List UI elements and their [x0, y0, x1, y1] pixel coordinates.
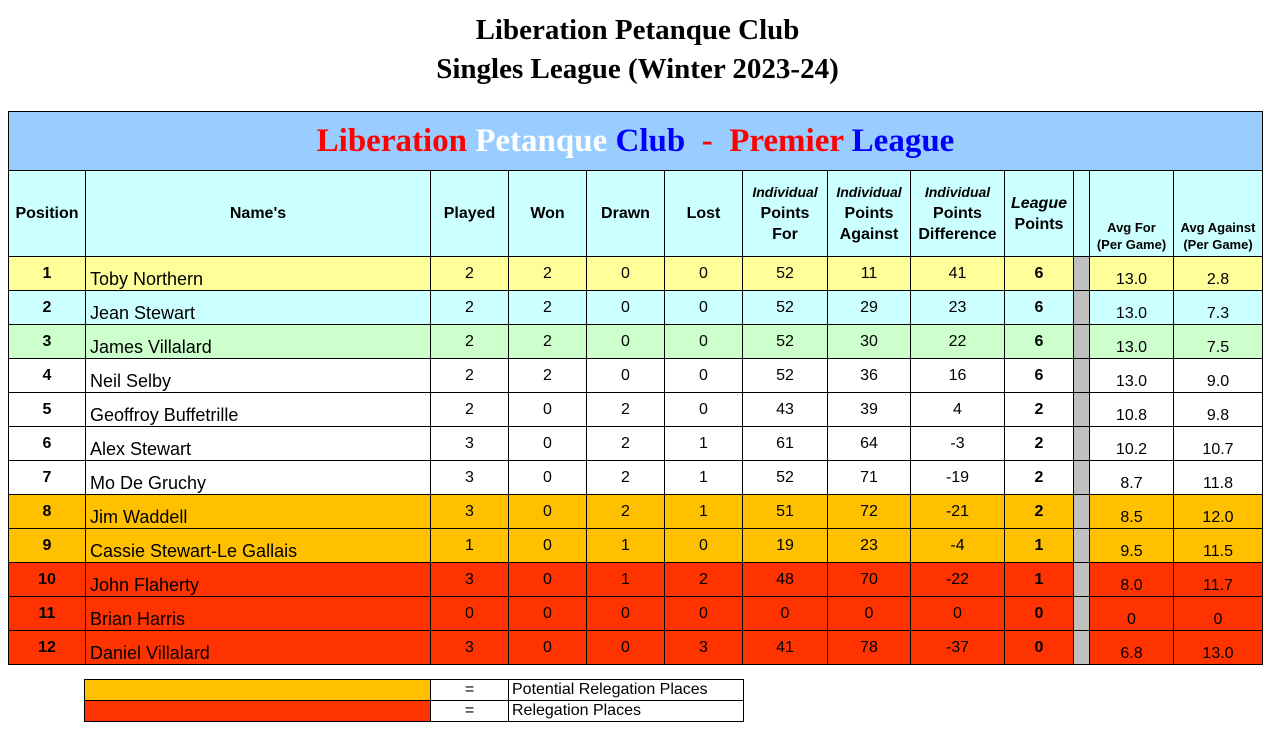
- league-points-cell: 1: [1005, 529, 1074, 563]
- gap-cell: [1074, 393, 1090, 427]
- gap-cell: [1074, 495, 1090, 529]
- points-against-cell: 29: [828, 291, 911, 325]
- legend-key: [84, 679, 744, 722]
- gap-cell: [1074, 631, 1090, 665]
- header-drawn: Drawn: [587, 171, 665, 257]
- league-banner: [9, 112, 1263, 171]
- points-difference-cell: -21: [911, 495, 1005, 529]
- points-difference-cell: 4: [911, 393, 1005, 427]
- played-cell: 2: [431, 359, 509, 393]
- league-points-cell: 6: [1005, 325, 1074, 359]
- header-played: Played: [431, 171, 509, 257]
- position-cell: 5: [9, 393, 86, 427]
- lost-cell: 0: [665, 393, 743, 427]
- points-against-cell: 39: [828, 393, 911, 427]
- played-cell: 3: [431, 563, 509, 597]
- avg-for-cell: 13.0: [1090, 291, 1174, 325]
- key-row: [85, 680, 744, 701]
- points-against-cell: 30: [828, 325, 911, 359]
- page-title-line2: Singles League (Winter 2023-24): [436, 53, 839, 85]
- league-points-cell: 2: [1005, 427, 1074, 461]
- points-difference-cell: -3: [911, 427, 1005, 461]
- header-avg-against-l1: Avg Against: [1180, 220, 1256, 235]
- won-cell: 0: [509, 427, 587, 461]
- position-cell: 4: [9, 359, 86, 393]
- lost-cell: 0: [665, 325, 743, 359]
- banner-dash: -: [701, 122, 713, 159]
- table-row: [9, 291, 1263, 325]
- played-cell: 3: [431, 631, 509, 665]
- won-cell: 2: [509, 257, 587, 291]
- points-against-cell: 11: [828, 257, 911, 291]
- header-won: Won: [509, 171, 587, 257]
- header-league-points: [1005, 171, 1074, 257]
- avg-for-cell: 8.7: [1090, 461, 1174, 495]
- position-cell: 11: [9, 597, 86, 631]
- won-cell: 2: [509, 359, 587, 393]
- table-row: [9, 427, 1263, 461]
- header-points-for-l3: For: [772, 226, 798, 243]
- lost-cell: 0: [665, 291, 743, 325]
- name-cell: Toby Northern: [86, 257, 431, 291]
- position-cell: 2: [9, 291, 86, 325]
- gap-cell: [1074, 291, 1090, 325]
- avg-for-cell: 10.2: [1090, 427, 1174, 461]
- drawn-cell: 2: [587, 427, 665, 461]
- lost-cell: 3: [665, 631, 743, 665]
- avg-for-cell: 6.8: [1090, 631, 1174, 665]
- gap-column: [1074, 171, 1090, 257]
- points-difference-cell: -37: [911, 631, 1005, 665]
- points-against-cell: 36: [828, 359, 911, 393]
- avg-against-cell: 9.8: [1174, 393, 1263, 427]
- points-against-cell: 71: [828, 461, 911, 495]
- points-for-cell: 51: [743, 495, 828, 529]
- banner-word-club: Club: [615, 122, 686, 159]
- header-avg-against: [1174, 171, 1263, 257]
- won-cell: 0: [509, 597, 587, 631]
- position-cell: 10: [9, 563, 86, 597]
- drawn-cell: 0: [587, 359, 665, 393]
- table-row: [9, 563, 1263, 597]
- table-row: [9, 359, 1263, 393]
- drawn-cell: 1: [587, 563, 665, 597]
- points-for-cell: 61: [743, 427, 828, 461]
- position-cell: 1: [9, 257, 86, 291]
- header-avg-for-l1: Avg For: [1107, 220, 1156, 235]
- name-cell: Brian Harris: [86, 597, 431, 631]
- lost-cell: 0: [665, 597, 743, 631]
- points-against-cell: 64: [828, 427, 911, 461]
- key-swatch-potential: [85, 680, 431, 701]
- header-points-against-l1: Individual: [836, 184, 902, 200]
- key-swatch-relegation: [85, 701, 431, 722]
- name-cell: Cassie Stewart-Le Gallais: [86, 529, 431, 563]
- drawn-cell: 0: [587, 631, 665, 665]
- key-equals: =: [431, 701, 509, 722]
- header-row: [9, 171, 1263, 257]
- name-cell: Jean Stewart: [86, 291, 431, 325]
- points-difference-cell: 16: [911, 359, 1005, 393]
- name-cell: Daniel Villalard: [86, 631, 431, 665]
- name-cell: Mo De Gruchy: [86, 461, 431, 495]
- won-cell: 0: [509, 495, 587, 529]
- played-cell: 3: [431, 495, 509, 529]
- avg-against-cell: 11.7: [1174, 563, 1263, 597]
- avg-for-cell: 0: [1090, 597, 1174, 631]
- avg-against-cell: 12.0: [1174, 495, 1263, 529]
- drawn-cell: 0: [587, 597, 665, 631]
- avg-against-cell: 13.0: [1174, 631, 1263, 665]
- won-cell: 0: [509, 529, 587, 563]
- name-cell: John Flaherty: [86, 563, 431, 597]
- name-cell: James Villalard: [86, 325, 431, 359]
- played-cell: 2: [431, 325, 509, 359]
- name-cell: Alex Stewart: [86, 427, 431, 461]
- points-against-cell: 78: [828, 631, 911, 665]
- avg-for-cell: 9.5: [1090, 529, 1174, 563]
- lost-cell: 0: [665, 529, 743, 563]
- points-against-cell: 0: [828, 597, 911, 631]
- banner-word-liberation: Liberation: [316, 122, 467, 159]
- points-for-cell: 19: [743, 529, 828, 563]
- header-league-points-l1: League: [1010, 194, 1067, 212]
- league-points-cell: 6: [1005, 291, 1074, 325]
- won-cell: 2: [509, 291, 587, 325]
- table-row: [9, 495, 1263, 529]
- league-points-cell: 2: [1005, 461, 1074, 495]
- table-row: [9, 461, 1263, 495]
- table-row: [9, 257, 1263, 291]
- won-cell: 0: [509, 393, 587, 427]
- position-cell: 7: [9, 461, 86, 495]
- table-row: [9, 597, 1263, 631]
- league-points-cell: 6: [1005, 359, 1074, 393]
- header-points-against: [828, 171, 911, 257]
- banner-word-petanque: Petanque: [475, 122, 608, 159]
- name-cell: Jim Waddell: [86, 495, 431, 529]
- header-lost: Lost: [665, 171, 743, 257]
- avg-for-cell: 13.0: [1090, 359, 1174, 393]
- points-difference-cell: -19: [911, 461, 1005, 495]
- key-equals: =: [431, 680, 509, 701]
- league-points-cell: 1: [1005, 563, 1074, 597]
- played-cell: 2: [431, 257, 509, 291]
- won-cell: 0: [509, 631, 587, 665]
- lost-cell: 1: [665, 495, 743, 529]
- gap-cell: [1074, 597, 1090, 631]
- avg-for-cell: 8.0: [1090, 563, 1174, 597]
- key-label-potential-relegation: Potential Relegation Places: [509, 680, 744, 701]
- banner-word-league: League: [851, 122, 955, 159]
- league-table: [8, 111, 1263, 665]
- header-points-difference-l3: Difference: [918, 226, 997, 243]
- lost-cell: 1: [665, 427, 743, 461]
- league-points-cell: 2: [1005, 495, 1074, 529]
- gap-cell: [1074, 257, 1090, 291]
- avg-against-cell: 9.0: [1174, 359, 1263, 393]
- points-difference-cell: 0: [911, 597, 1005, 631]
- banner-word-premier: Premier: [729, 122, 844, 159]
- position-cell: 9: [9, 529, 86, 563]
- position-cell: 6: [9, 427, 86, 461]
- table-body: [9, 257, 1263, 665]
- lost-cell: 0: [665, 257, 743, 291]
- table-row: [9, 529, 1263, 563]
- header-points-for-l1: Individual: [752, 184, 818, 200]
- points-against-cell: 72: [828, 495, 911, 529]
- lost-cell: 1: [665, 461, 743, 495]
- won-cell: 2: [509, 325, 587, 359]
- points-for-cell: 0: [743, 597, 828, 631]
- points-for-cell: 52: [743, 359, 828, 393]
- header-position: Position: [9, 171, 86, 257]
- drawn-cell: 0: [587, 325, 665, 359]
- drawn-cell: 1: [587, 529, 665, 563]
- avg-against-cell: 10.7: [1174, 427, 1263, 461]
- avg-against-cell: 0: [1174, 597, 1263, 631]
- header-avg-for: [1090, 171, 1174, 257]
- avg-against-cell: 11.8: [1174, 461, 1263, 495]
- avg-for-cell: 8.5: [1090, 495, 1174, 529]
- header-avg-for-l2: (Per Game): [1096, 237, 1167, 252]
- key-row: [85, 701, 744, 722]
- lost-cell: 0: [665, 359, 743, 393]
- table-row: [9, 325, 1263, 359]
- points-against-cell: 23: [828, 529, 911, 563]
- points-for-cell: 52: [743, 325, 828, 359]
- gap-cell: [1074, 461, 1090, 495]
- gap-cell: [1074, 325, 1090, 359]
- played-cell: 2: [431, 393, 509, 427]
- drawn-cell: 0: [587, 257, 665, 291]
- key-label-relegation: Relegation Places: [509, 701, 744, 722]
- header-points-difference-l2: Points: [933, 205, 982, 222]
- avg-against-cell: 7.3: [1174, 291, 1263, 325]
- name-cell: Neil Selby: [86, 359, 431, 393]
- gap-cell: [1074, 529, 1090, 563]
- points-for-cell: 52: [743, 291, 828, 325]
- gap-cell: [1074, 563, 1090, 597]
- points-difference-cell: 22: [911, 325, 1005, 359]
- header-points-for-l2: Points: [760, 205, 810, 222]
- points-difference-cell: 41: [911, 257, 1005, 291]
- header-league-points-l2: Points: [1014, 215, 1064, 233]
- drawn-cell: 2: [587, 393, 665, 427]
- league-points-cell: 0: [1005, 631, 1074, 665]
- played-cell: 3: [431, 427, 509, 461]
- name-cell: Geoffroy Buffetrille: [86, 393, 431, 427]
- avg-for-cell: 13.0: [1090, 325, 1174, 359]
- gap-cell: [1074, 359, 1090, 393]
- position-cell: 12: [9, 631, 86, 665]
- header-points-for: [743, 171, 828, 257]
- avg-against-cell: 7.5: [1174, 325, 1263, 359]
- table-row: [9, 393, 1263, 427]
- league-points-cell: 2: [1005, 393, 1074, 427]
- league-points-cell: 0: [1005, 597, 1074, 631]
- position-cell: 8: [9, 495, 86, 529]
- header-points-difference-l1: Individual: [924, 184, 991, 200]
- avg-against-cell: 2.8: [1174, 257, 1263, 291]
- points-for-cell: 43: [743, 393, 828, 427]
- header-name: Name's: [86, 171, 431, 257]
- played-cell: 2: [431, 291, 509, 325]
- page-title-line1: Liberation Petanque Club: [475, 14, 800, 46]
- league-points-cell: 6: [1005, 257, 1074, 291]
- lost-cell: 2: [665, 563, 743, 597]
- points-difference-cell: 23: [911, 291, 1005, 325]
- points-for-cell: 52: [743, 257, 828, 291]
- drawn-cell: 2: [587, 495, 665, 529]
- header-points-against-l3: Against: [839, 226, 899, 243]
- played-cell: 1: [431, 529, 509, 563]
- drawn-cell: 2: [587, 461, 665, 495]
- table-row: [9, 631, 1263, 665]
- avg-for-cell: 13.0: [1090, 257, 1174, 291]
- points-for-cell: 41: [743, 631, 828, 665]
- points-for-cell: 48: [743, 563, 828, 597]
- points-against-cell: 70: [828, 563, 911, 597]
- header-avg-against-l2: (Per Game): [1183, 237, 1253, 252]
- avg-for-cell: 10.8: [1090, 393, 1174, 427]
- points-for-cell: 52: [743, 461, 828, 495]
- played-cell: 0: [431, 597, 509, 631]
- won-cell: 0: [509, 461, 587, 495]
- played-cell: 3: [431, 461, 509, 495]
- points-difference-cell: -4: [911, 529, 1005, 563]
- won-cell: 0: [509, 563, 587, 597]
- header-points-difference: [911, 171, 1005, 257]
- points-difference-cell: -22: [911, 563, 1005, 597]
- header-points-against-l2: Points: [844, 205, 894, 222]
- avg-against-cell: 11.5: [1174, 529, 1263, 563]
- position-cell: 3: [9, 325, 86, 359]
- gap-cell: [1074, 427, 1090, 461]
- drawn-cell: 0: [587, 291, 665, 325]
